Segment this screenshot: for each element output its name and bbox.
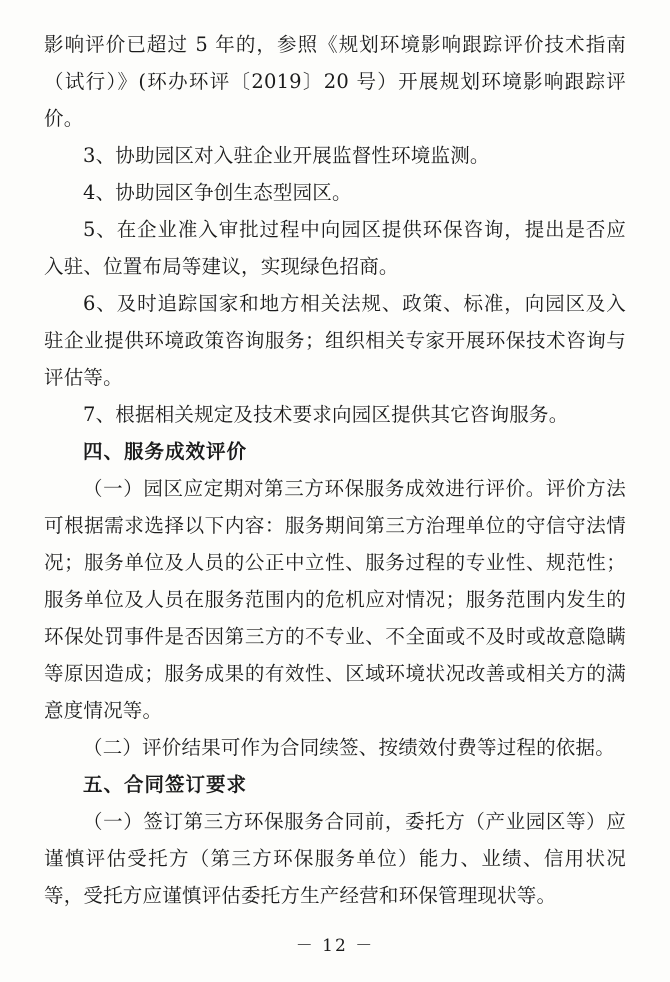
para-item-6: 6、及时追踪国家和地方相关法规、政策、标准，向园区及入驻企业提供环境政策咨询服务；组织相关专家开展环保技术咨询与评估等。 xyxy=(44,292,626,389)
para-item-4: 4、协助园区争创生态型园区。 xyxy=(83,181,352,204)
heading-section-four: 四、服务成效评价 xyxy=(83,440,248,463)
document-body xyxy=(44,26,626,914)
para-section-four-item-2: （二）评价结果可作为合同续签、按绩效付费等过程的依据。 xyxy=(83,736,615,759)
para-continued-intro: 影响评价已超过 5 年的，参照《规划环境影响跟踪评价技术指南（试行）》(环办环评〔2019〕20 号）开展规划环境影响跟踪评价。 xyxy=(44,33,626,130)
para-item-5: 5、在企业准入审批过程中向园区提供环保咨询，提出是否应入驻、位置布局等建议，实现绿色招商。 xyxy=(44,218,626,278)
para-section-five-item-1: （一）签订第三方环保服务合同前，委托方（产业园区等）应谨慎评估受托方（第三方环保服务单位）能力、业绩、信用状况等，受托方应谨慎评估委托方生产经营和环保管理现状等。 xyxy=(44,810,626,907)
para-item-3: 3、协助园区对入驻企业开展监督性环境监测。 xyxy=(83,144,490,167)
para-section-four-item-1: （一）园区应定期对第三方环保服务成效进行评价。评价方法可根据需求选择以下内容：服务期间第三方治理单位的守信守法情况；服务单位及人员的公正中立性、服务过程的专业性、规范性；服务单位及人员在服务范围内的危机应对情况；服务范围内发生的环保处罚事件是否因第三方的不专业、不全面或不及时或故意隐瞒等原因造成；服务成果的有效性、区域环境状况改善或相关方的满意度情况等。 xyxy=(44,477,626,722)
heading-section-five: 五、合同签订要求 xyxy=(83,773,248,796)
page-number: － 12 － xyxy=(295,936,375,956)
para-item-7: 7、根据相关规定及技术要求向园区提供其它咨询服务。 xyxy=(83,403,569,426)
page-footer xyxy=(0,931,670,956)
